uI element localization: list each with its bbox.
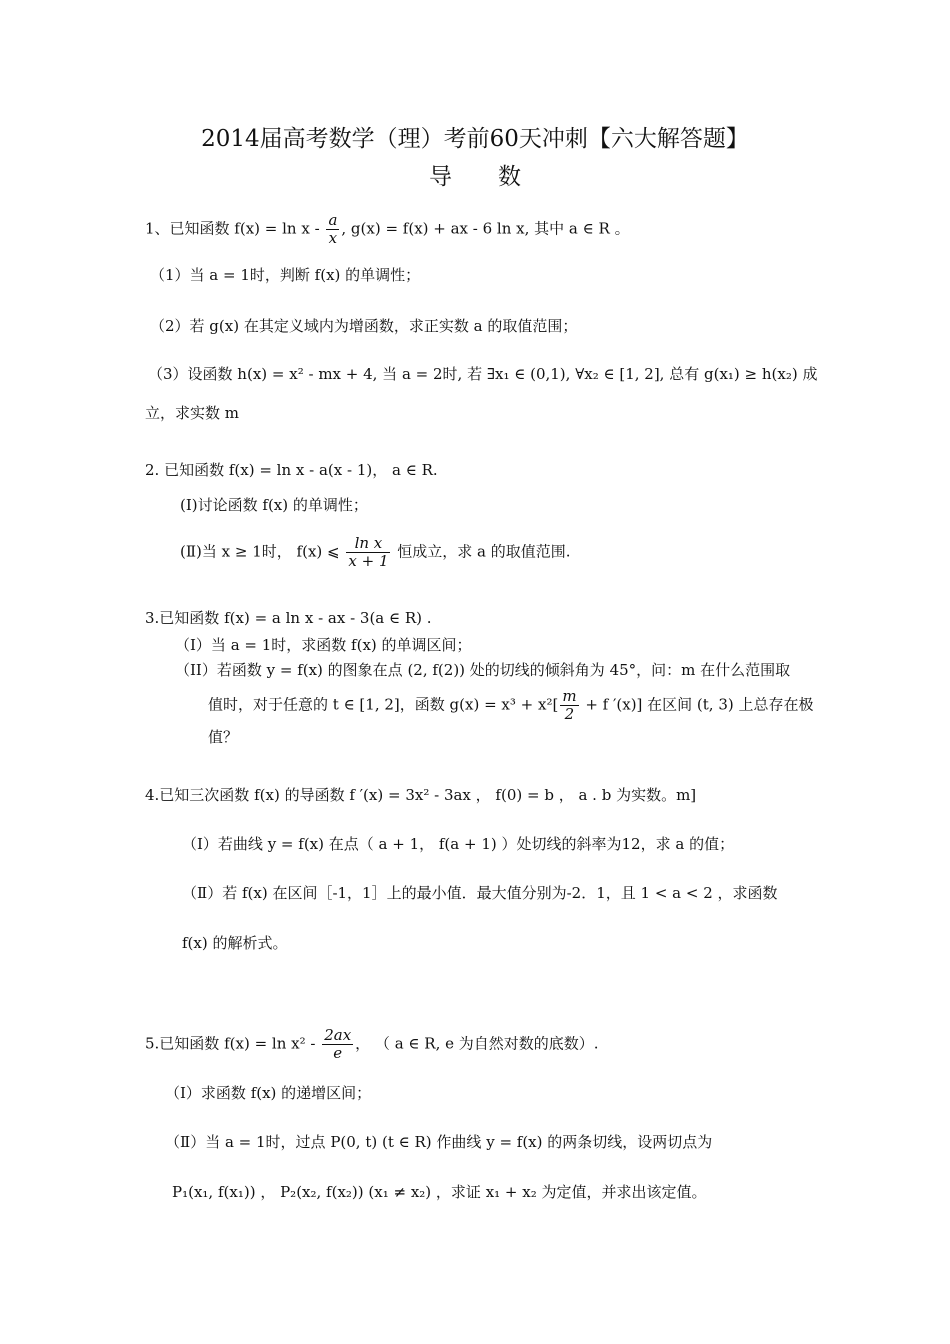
problem-3-part-2-end: 值？ [208,728,239,746]
problem-3-part-2-cont: 值时，对于任意的 t ∈ [1, 2]，函数 g(x) = x³ + x²[ $\frac{m}{2}$ + f ′(x)] 在区间 (t, 3) 上总存在极 [208,687,814,723]
doc-subtitle: 导 数 [429,164,521,190]
problem-3-part-1: （I）当 a = 1时，求函数 f(x) 的单调区间； [175,636,472,654]
fraction: $\frac{\text{ln x}}{x + 1}$ [348,534,389,570]
problem-5-part-2: （Ⅱ）当 a = 1时，过点 P(0, t) (t ∈ R) 作曲线 y = f(x) 的两条切线，设两切点为 [165,1133,713,1151]
problem-2-part-2: (Ⅱ)当 x ≥ 1时， f(x) ⩽ $\frac{\text{ln x}}{x + 1}$ 恒成立，求 a 的取值范围. [180,534,571,570]
fraction: $\frac{m}{2}$ [562,687,577,723]
problem-3-part-2: （II）若函数 y = f(x) 的图象在点 (2, f(2)) 处的切线的倾斜角为 45°，问：m 在什么范围取 [175,661,791,679]
problem-4-part-1: （Ⅰ）若曲线 y = f(x) 在点（ a + 1， f(a + 1) ）处切线的斜率为12，求 a 的值； [182,835,735,853]
problem-5-stem: 5.已知函数 f(x) = ln x² - $\frac{2ax}{e}$ ， （ a ∈ R, e 为自然对数的底数）. [145,1026,599,1062]
problem-1-part-3: （3）设函数 h(x) = x² - mx + 4, 当 a = 2时, 若 ∃x₁ ∈ (0,1), ∀x₂ ∈ [1, 2], 总有 g(x₁) ≥ h(x₂) 成 [148,365,818,383]
problem-4-stem: 4.已知三次函数 f(x) 的导函数 f ′(x) = 3x² - 3ax ， f(0) = b ， a . b 为实数。m] [145,786,697,804]
problem-1-part-3-cont: 立，求实数 m [145,404,239,422]
problem-1-part-2: （2）若 g(x) 在其定义域内为增函数，求正实数 a 的取值范围； [150,317,578,335]
problem-2-stem: 2. 已知函数 f(x) = ln x - a(x - 1)， a ∈ R. [145,461,438,479]
problem-1-part-1: （1）当 a = 1时，判断 f(x) 的单调性； [150,266,421,284]
problem-3-stem: 3.已知函数 f(x) = a ln x - ax - 3(a ∈ R) . [145,609,432,627]
problem-4-part-2-cont: f(x) 的解析式。 [182,934,288,952]
problem-2-part-1: (Ⅰ)讨论函数 f(x) 的单调性； [180,496,368,514]
problem-1-stem: 1、已知函数 f(x) = ln x - $\frac{a}{x}$ , g(x) = f(x) + ax - 6 ln x, 其中 a ∈ R 。 [145,211,630,247]
fraction: $\frac{2ax}{e}$ [324,1026,352,1062]
fraction: $\frac{a}{x}$ [328,211,338,247]
problem-5-part-2-cont: P₁(x₁, f(x₁)) ， P₂(x₂, f(x₂)) (x₁ ≠ x₂) ，求证 x₁ + x₂ 为定值，并求出该定值。 [172,1183,707,1201]
doc-title: 2014届高考数学（理）考前60天冲刺【六大解答题】 [201,126,749,152]
problem-4-part-2: （Ⅱ）若 f(x) 在区间［-1，1］上的最小值．最大值分别为-2．1，且 1 < a < 2 ，求函数 [182,884,778,902]
problem-5-part-1: （Ⅰ）求函数 f(x) 的递增区间； [165,1084,372,1102]
